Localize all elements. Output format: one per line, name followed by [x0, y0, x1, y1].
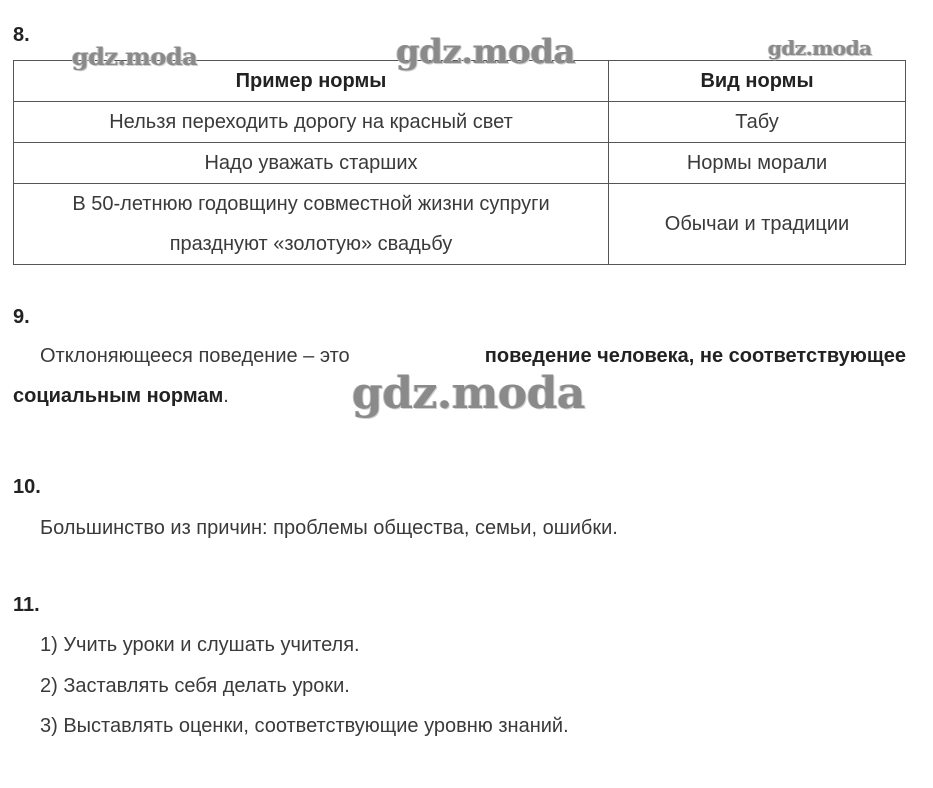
question-10-answer: Большинство из причин: проблемы общества, семьи, ошибки. — [40, 517, 618, 539]
cell-type: Нормы морали — [609, 143, 906, 184]
cell-example — [14, 184, 609, 265]
question-9-number: 9. — [13, 306, 30, 328]
cell-example: Нельзя переходить дорогу на красный свет — [14, 102, 609, 143]
answer-text-end: . — [223, 385, 229, 407]
cell-example-line-2: празднуют «золотую» свадьбу — [169, 233, 453, 255]
watermark-logo: gdz.moda — [352, 368, 586, 419]
answer-definition-part-2: социальным нормам — [13, 385, 224, 407]
table-row — [14, 143, 906, 184]
watermark-logo: gdz.moda — [72, 42, 198, 71]
cell-example-line-1: В 50-летнюю годовщину совместной жизни супруги — [72, 193, 550, 215]
answer-list-item: 3) Выставлять оценки, соответствующие уровню знаний. — [40, 715, 569, 737]
answer-list-item: 1) Учить уроки и слушать учителя. — [40, 634, 360, 656]
table-row — [14, 184, 906, 265]
cell-example: Надо уважать старших — [14, 143, 609, 184]
cell-type: Табу — [609, 102, 906, 143]
question-11-number: 11. — [13, 594, 40, 616]
watermark-logo: gdz.moda — [396, 32, 576, 72]
answer-definition-part-1: поведение человека, не соответствующее — [484, 345, 906, 367]
question-10-number: 10. — [13, 476, 41, 498]
cell-type: Обычаи и традиции — [609, 184, 906, 265]
table-row — [14, 102, 906, 143]
watermark-logo: gdz.moda — [768, 36, 872, 60]
header-example: Пример нормы — [14, 61, 609, 102]
question-8-number: 8. — [13, 24, 30, 46]
answer-text-start: Отклоняющееся поведение – это — [40, 345, 356, 367]
header-type: Вид нормы — [609, 61, 906, 102]
norms-table — [13, 60, 906, 265]
answer-list-item: 2) Заставлять себя делать уроки. — [40, 675, 350, 697]
